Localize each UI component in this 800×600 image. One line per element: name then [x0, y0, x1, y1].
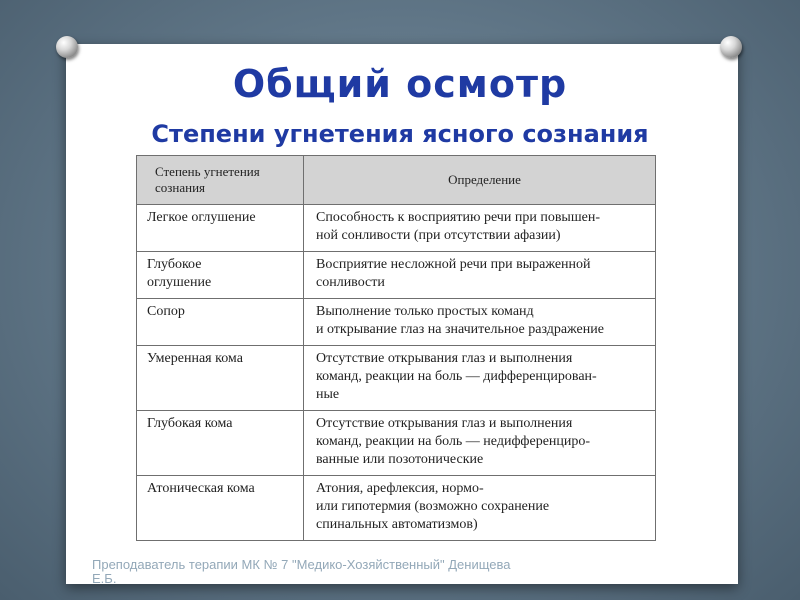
table-header-row [137, 156, 656, 205]
cell-degree [137, 299, 304, 346]
cell-definition-line: и открывание глаз на значительное раздражение [316, 322, 604, 337]
header-degree-line: Степень угнетения [155, 164, 260, 179]
cell-definition-line: Отсутствие открывания глаз и выполнения [316, 416, 573, 431]
cell-definition [304, 346, 656, 411]
footer-note [92, 558, 652, 586]
cell-definition-line: спинальных автоматизмов) [316, 517, 478, 532]
cell-degree [137, 252, 304, 299]
table-row [137, 205, 656, 252]
slide-title: Общий осмотр [232, 62, 568, 106]
cell-degree-line: оглушение [147, 275, 212, 290]
table-body [137, 205, 656, 541]
footer-line: Преподаватель терапии МК № 7 "Медико-Хозяйственный" Денищева [92, 557, 511, 572]
footer-line: Е.Б. [92, 571, 117, 586]
cell-degree-line: Легкое оглушение [147, 210, 256, 225]
cell-degree-line: Глубокое [147, 257, 202, 272]
table-row [137, 252, 656, 299]
header-degree-line: сознания [155, 180, 206, 195]
cell-definition [304, 411, 656, 476]
slide-subtitle: Степени угнетения ясного сознания [151, 120, 649, 148]
cell-degree [137, 476, 304, 541]
cell-definition-line: ной сонливости (при отсутствии афазии) [316, 228, 561, 243]
cell-definition-line: команд, реакции на боль — недифференциро- [316, 434, 591, 449]
cell-definition-line: Выполнение только простых команд [316, 304, 534, 319]
table-row [137, 411, 656, 476]
cell-definition [304, 205, 656, 252]
cell-degree [137, 411, 304, 476]
cell-definition-line: Атония, арефлексия, нормо- [316, 481, 484, 496]
table-row [137, 299, 656, 346]
cell-degree [137, 346, 304, 411]
cell-definition-line: ные [316, 387, 340, 402]
header-degree [137, 156, 304, 205]
cell-degree [137, 205, 304, 252]
cell-definition [304, 299, 656, 346]
header-definition: Определение [304, 156, 656, 205]
cell-definition [304, 476, 656, 541]
cell-degree-line: Глубокая кома [147, 416, 233, 431]
table-row [137, 346, 656, 411]
cell-definition-line: Восприятие несложной речи при выраженной [316, 257, 591, 272]
cell-degree-line: Атоническая кома [147, 481, 255, 496]
cell-definition [304, 252, 656, 299]
pushpin-icon [720, 36, 742, 58]
cell-degree-line: Сопор [147, 304, 185, 319]
cell-definition-line: Способность к восприятию речи при повышен- [316, 210, 600, 225]
table-row [137, 476, 656, 541]
cell-definition-line: Отсутствие открывания глаз и выполнения [316, 351, 573, 366]
cell-definition-line: сонливости [316, 275, 385, 290]
cell-definition-line: ванные или позотонические [316, 452, 484, 467]
cell-degree-line: Умеренная кома [147, 351, 243, 366]
cell-definition-line: команд, реакции на боль — дифференцирован- [316, 369, 597, 384]
cell-definition-line: или гипотермия (возможно сохранение [316, 499, 550, 514]
consciousness-table [136, 155, 656, 541]
pushpin-icon [56, 36, 78, 58]
